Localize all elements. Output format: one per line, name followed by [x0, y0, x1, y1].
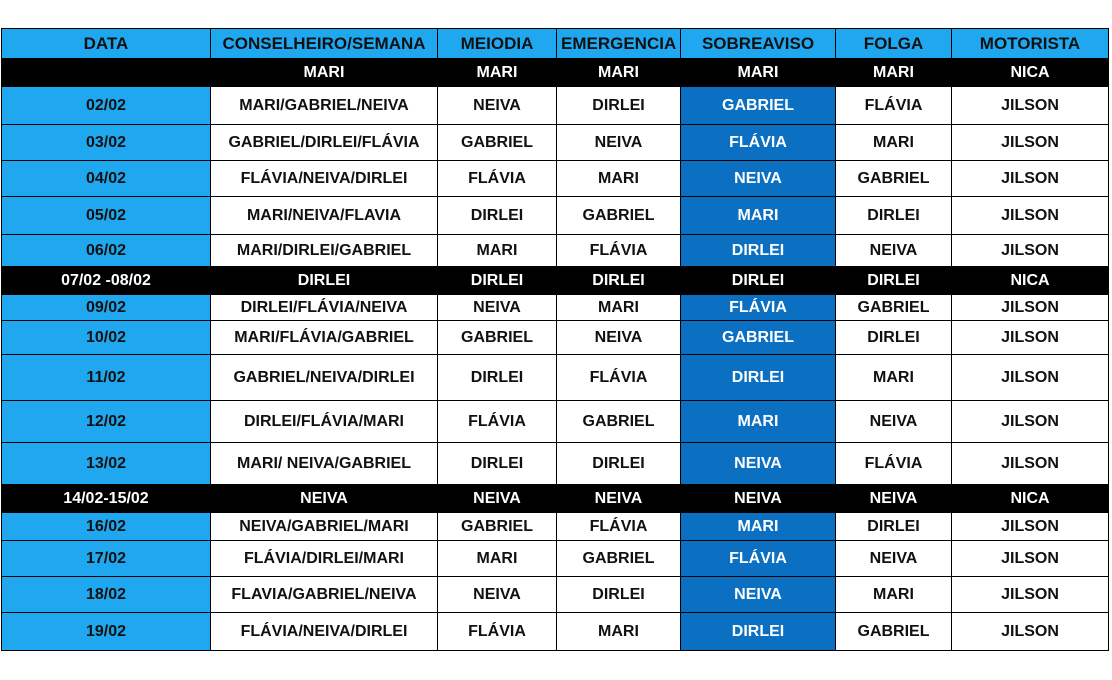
cell-conselheiro: MARI/NEIVA/FLAVIA — [211, 197, 438, 235]
cell-meiodia: NEIVA — [438, 295, 557, 321]
table-row — [2, 513, 1109, 541]
cell-meiodia: NEIVA — [438, 87, 557, 125]
cell-motorista: JILSON — [952, 295, 1109, 321]
cell-folga: MARI — [836, 125, 952, 161]
cell-motorista: JILSON — [952, 321, 1109, 355]
table-row — [2, 577, 1109, 613]
cell-meiodia: MARI — [438, 59, 557, 87]
cell-conselheiro: MARI/ NEIVA/GABRIEL — [211, 443, 438, 485]
cell-folga: GABRIEL — [836, 161, 952, 197]
cell-date: 17/02 — [2, 541, 211, 577]
cell-meiodia: GABRIEL — [438, 125, 557, 161]
cell-date: 16/02 — [2, 513, 211, 541]
cell-conselheiro: GABRIEL/DIRLEI/FLÁVIA — [211, 125, 438, 161]
cell-conselheiro: FLAVIA/GABRIEL/NEIVA — [211, 577, 438, 613]
cell-conselheiro: DIRLEI — [211, 267, 438, 295]
cell-conselheiro: MARI/GABRIEL/NEIVA — [211, 87, 438, 125]
table-row — [2, 197, 1109, 235]
cell-meiodia: FLÁVIA — [438, 161, 557, 197]
cell-emergencia: NEIVA — [557, 125, 681, 161]
cell-sobreaviso: FLÁVIA — [681, 295, 836, 321]
cell-sobreaviso: MARI — [681, 513, 836, 541]
cell-date: 06/02 — [2, 235, 211, 267]
cell-emergencia: MARI — [557, 613, 681, 651]
cell-motorista: JILSON — [952, 87, 1109, 125]
week-row — [2, 267, 1109, 295]
cell-folga: GABRIEL — [836, 295, 952, 321]
header-motorista: MOTORISTA — [952, 29, 1109, 59]
cell-date: 09/02 — [2, 295, 211, 321]
cell-meiodia: NEIVA — [438, 485, 557, 513]
cell-emergencia: GABRIEL — [557, 401, 681, 443]
cell-sobreaviso: GABRIEL — [681, 87, 836, 125]
cell-conselheiro: MARI — [211, 59, 438, 87]
cell-folga: DIRLEI — [836, 197, 952, 235]
cell-sobreaviso: MARI — [681, 197, 836, 235]
cell-emergencia: DIRLEI — [557, 577, 681, 613]
table-row — [2, 161, 1109, 197]
header-conselheiro: CONSELHEIRO/SEMANA — [211, 29, 438, 59]
cell-date: 19/02 — [2, 613, 211, 651]
cell-folga: NEIVA — [836, 235, 952, 267]
cell-motorista: JILSON — [952, 401, 1109, 443]
cell-sobreaviso: DIRLEI — [681, 267, 836, 295]
cell-motorista: JILSON — [952, 235, 1109, 267]
cell-folga: NEIVA — [836, 401, 952, 443]
cell-motorista: NICA — [952, 59, 1109, 87]
cell-meiodia: FLÁVIA — [438, 613, 557, 651]
cell-date — [2, 59, 211, 87]
cell-date: 03/02 — [2, 125, 211, 161]
cell-motorista: JILSON — [952, 513, 1109, 541]
cell-date: 14/02-15/02 — [2, 485, 211, 513]
cell-emergencia: MARI — [557, 295, 681, 321]
cell-folga: MARI — [836, 59, 952, 87]
cell-motorista: NICA — [952, 485, 1109, 513]
table-row — [2, 235, 1109, 267]
table-row — [2, 321, 1109, 355]
cell-folga: DIRLEI — [836, 513, 952, 541]
cell-sobreaviso: GABRIEL — [681, 321, 836, 355]
cell-sobreaviso: DIRLEI — [681, 235, 836, 267]
cell-folga: DIRLEI — [836, 267, 952, 295]
header-meiodia: MEIODIA — [438, 29, 557, 59]
cell-emergencia: NEIVA — [557, 485, 681, 513]
cell-sobreaviso: NEIVA — [681, 443, 836, 485]
cell-meiodia: MARI — [438, 235, 557, 267]
cell-motorista: JILSON — [952, 125, 1109, 161]
cell-motorista: JILSON — [952, 161, 1109, 197]
cell-date: 12/02 — [2, 401, 211, 443]
cell-sobreaviso: MARI — [681, 59, 836, 87]
schedule-table — [1, 28, 1109, 651]
table-row — [2, 125, 1109, 161]
cell-meiodia: DIRLEI — [438, 197, 557, 235]
cell-date: 02/02 — [2, 87, 211, 125]
cell-emergencia: DIRLEI — [557, 267, 681, 295]
cell-emergencia: DIRLEI — [557, 443, 681, 485]
cell-sobreaviso: DIRLEI — [681, 355, 836, 401]
cell-motorista: JILSON — [952, 197, 1109, 235]
cell-folga: MARI — [836, 577, 952, 613]
cell-emergencia: GABRIEL — [557, 197, 681, 235]
cell-emergencia: FLÁVIA — [557, 513, 681, 541]
cell-conselheiro: MARI/FLÁVIA/GABRIEL — [211, 321, 438, 355]
cell-conselheiro: DIRLEI/FLÁVIA/MARI — [211, 401, 438, 443]
cell-motorista: JILSON — [952, 613, 1109, 651]
cell-meiodia: MARI — [438, 541, 557, 577]
cell-date: 10/02 — [2, 321, 211, 355]
table-row — [2, 87, 1109, 125]
cell-motorista: JILSON — [952, 577, 1109, 613]
cell-conselheiro: FLÁVIA/NEIVA/DIRLEI — [211, 161, 438, 197]
cell-conselheiro: GABRIEL/NEIVA/DIRLEI — [211, 355, 438, 401]
cell-date: 11/02 — [2, 355, 211, 401]
cell-meiodia: FLÁVIA — [438, 401, 557, 443]
cell-emergencia: NEIVA — [557, 321, 681, 355]
cell-meiodia: GABRIEL — [438, 513, 557, 541]
cell-sobreaviso: NEIVA — [681, 485, 836, 513]
cell-sobreaviso: NEIVA — [681, 161, 836, 197]
header-data: DATA — [2, 29, 211, 59]
cell-folga: FLÁVIA — [836, 443, 952, 485]
cell-folga: DIRLEI — [836, 321, 952, 355]
header-row — [2, 29, 1109, 59]
cell-folga: NEIVA — [836, 541, 952, 577]
cell-emergencia: FLÁVIA — [557, 235, 681, 267]
cell-conselheiro: NEIVA — [211, 485, 438, 513]
table-row — [2, 295, 1109, 321]
cell-sobreaviso: FLÁVIA — [681, 125, 836, 161]
cell-conselheiro: NEIVA/GABRIEL/MARI — [211, 513, 438, 541]
table-row — [2, 443, 1109, 485]
cell-sobreaviso: DIRLEI — [681, 613, 836, 651]
cell-sobreaviso: NEIVA — [681, 577, 836, 613]
cell-conselheiro: FLÁVIA/DIRLEI/MARI — [211, 541, 438, 577]
cell-meiodia: DIRLEI — [438, 355, 557, 401]
cell-conselheiro: FLÁVIA/NEIVA/DIRLEI — [211, 613, 438, 651]
cell-meiodia: DIRLEI — [438, 267, 557, 295]
table-row — [2, 613, 1109, 651]
week-row — [2, 485, 1109, 513]
table-row — [2, 401, 1109, 443]
header-sobreaviso: SOBREAVISO — [681, 29, 836, 59]
cell-date: 04/02 — [2, 161, 211, 197]
cell-folga: NEIVA — [836, 485, 952, 513]
table-row — [2, 541, 1109, 577]
cell-emergencia: DIRLEI — [557, 87, 681, 125]
header-emergencia: EMERGENCIA — [557, 29, 681, 59]
cell-emergencia: MARI — [557, 161, 681, 197]
cell-meiodia: DIRLEI — [438, 443, 557, 485]
cell-sobreaviso: MARI — [681, 401, 836, 443]
cell-motorista: NICA — [952, 267, 1109, 295]
cell-folga: MARI — [836, 355, 952, 401]
cell-emergencia: MARI — [557, 59, 681, 87]
cell-conselheiro: MARI/DIRLEI/GABRIEL — [211, 235, 438, 267]
cell-conselheiro: DIRLEI/FLÁVIA/NEIVA — [211, 295, 438, 321]
cell-emergencia: GABRIEL — [557, 541, 681, 577]
cell-folga: FLÁVIA — [836, 87, 952, 125]
cell-meiodia: NEIVA — [438, 577, 557, 613]
week-row — [2, 59, 1109, 87]
cell-date: 05/02 — [2, 197, 211, 235]
cell-motorista: JILSON — [952, 541, 1109, 577]
cell-emergencia: FLÁVIA — [557, 355, 681, 401]
cell-date: 07/02 -08/02 — [2, 267, 211, 295]
header-folga: FOLGA — [836, 29, 952, 59]
cell-folga: GABRIEL — [836, 613, 952, 651]
cell-date: 13/02 — [2, 443, 211, 485]
table-row — [2, 355, 1109, 401]
cell-meiodia: GABRIEL — [438, 321, 557, 355]
cell-date: 18/02 — [2, 577, 211, 613]
cell-motorista: JILSON — [952, 355, 1109, 401]
schedule-body — [2, 29, 1109, 651]
cell-sobreaviso: FLÁVIA — [681, 541, 836, 577]
cell-motorista: JILSON — [952, 443, 1109, 485]
